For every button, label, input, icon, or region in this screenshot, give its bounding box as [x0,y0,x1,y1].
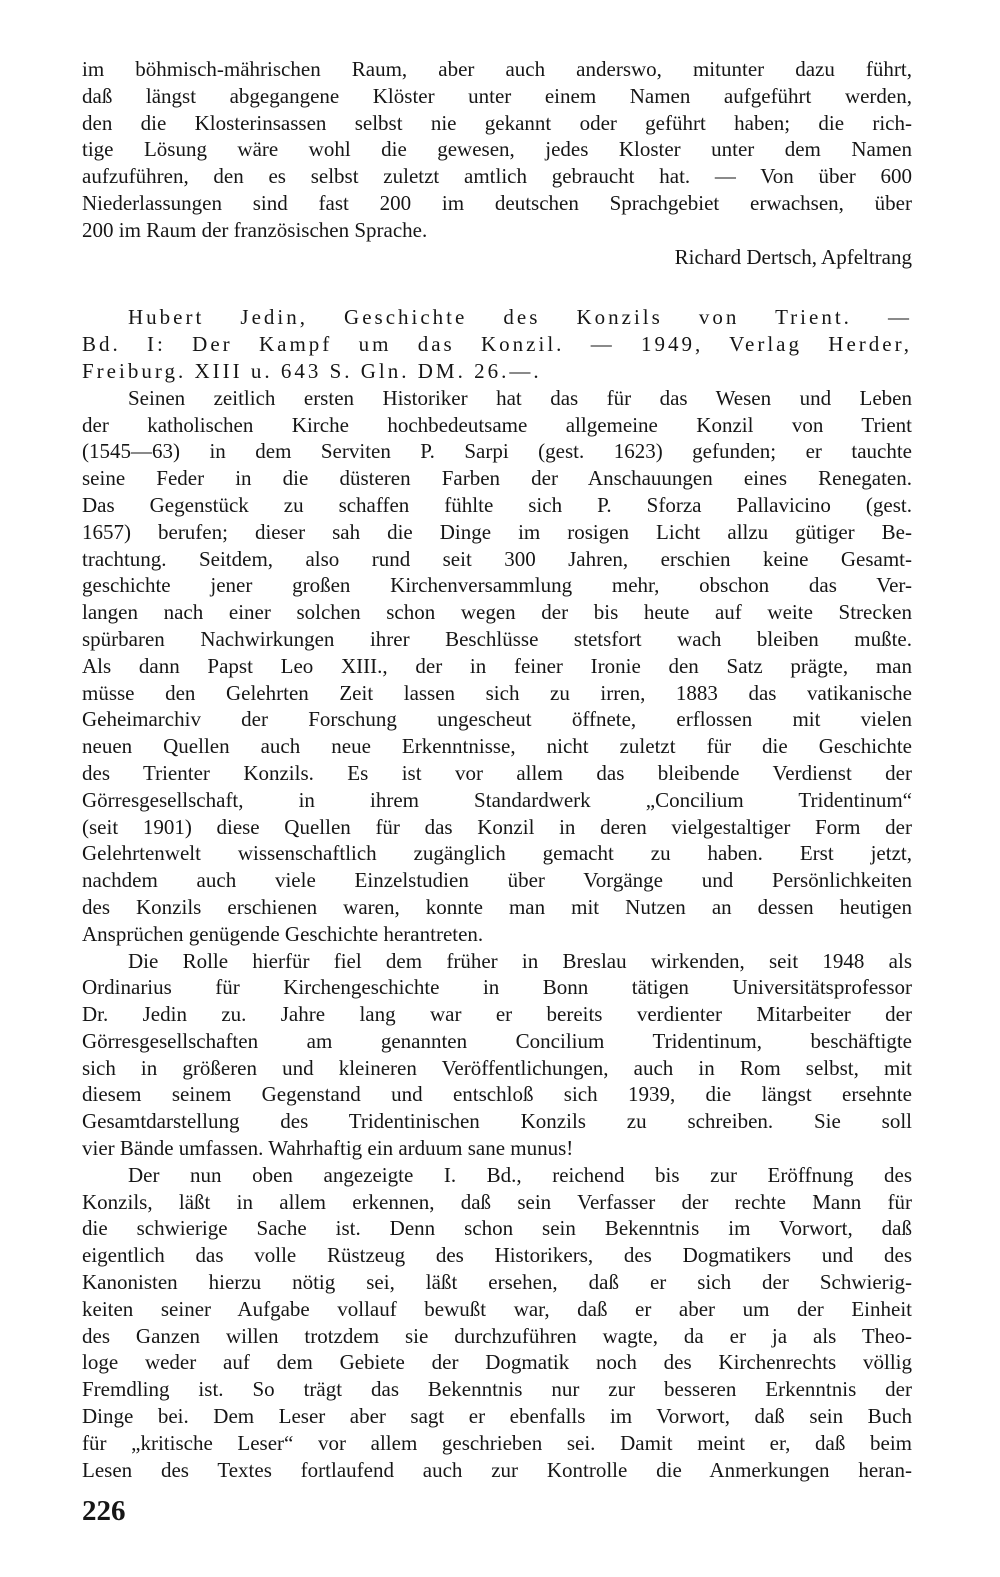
text-line: langen nach einer solchen schon wegen der bis heute auf weite Strecken [82,600,912,625]
text-line: die schwierige Sache ist. Denn schon sein Bekenntnis im Vorwort, daß [82,1216,912,1241]
text-line: des Ganzen willen trotzdem sie durchzuführen wagte, da er ja als Theo- [82,1323,912,1348]
text-line: (1545—63) in dem Serviten P. Sarpi (gest. 1623) gefunden; er tauchte [82,439,912,464]
text-line: Als dann Papst Leo XIII., der in feiner Ironie den Satz prägte, man [82,653,912,678]
text-line: Fremdling ist. So trägt das Bekenntnis nur zur besseren Erkenntnis der [82,1377,912,1402]
text-line: Die Rolle hierfür fiel dem früher in Breslau wirkenden, seit 1948 als [128,948,912,973]
heading-line: Freiburg. XIII u. 643 S. Gln. DM. 26.—. [82,358,542,383]
text-line: loge weder auf dem Gebiete der Dogmatik noch des Kirchenrechts völlig [82,1350,912,1375]
text-line: Dr. Jedin zu. Jahre lang war er bereits verdienter Mitarbeiter der [82,1002,912,1027]
text-line: für „kritische Leser“ vor allem geschrieben sei. Damit meint er, daß beim [82,1430,912,1455]
paragraph-4 [82,1162,912,1484]
heading-line: Hubert Jedin, Geschichte des Konzils von Trient. — [128,305,912,330]
page-number: 226 [82,1495,126,1527]
heading-line: Bd. I: Der Kampf um das Konzil. — 1949, Verlag Herder, [82,332,912,357]
text-line: des Konzils erschienen waren, konnte man mit Nutzen an dessen heutigen [82,894,912,919]
text-line: der katholischen Kirche hochbedeutsame allgemeine Konzil von Trient [82,412,912,437]
text-line: Lesen des Textes fortlaufend auch zur Kontrolle die Anmerkungen heran- [82,1457,912,1482]
text-line: (seit 1901) diese Quellen für das Konzil in deren vielgestaltiger Form der [82,814,912,839]
text-line: Seinen zeitlich ersten Historiker hat das für das Wesen und Leben [128,385,912,410]
text-line: Gelehrtenwelt wissenschaftlich zugänglich gemacht zu haben. Erst jetzt, [82,841,912,866]
text-line: Konzils, läßt in allem erkennen, daß sein Verfasser der rechte Mann für [82,1189,912,1214]
paragraph-3 [82,948,912,1162]
text-line: Das Gegenstück zu schaffen fühlte sich P. Sforza Pallavicino (gest. [82,492,912,517]
text-line: den die Klosterinsassen selbst nie gekannt oder geführt haben; die rich- [82,110,912,135]
text-line: aufzuführen, den es selbst zuletzt amtlich gebraucht hat. — Von über 600 [82,164,912,189]
text-line: im böhmisch-mährischen Raum, aber auch anderswo, mitunter dazu führt, [82,57,912,81]
text-line: Görresgesellschaft, in ihrem Standardwerk „Concilium Tridentinum“ [82,787,912,812]
review-heading [82,304,912,384]
text-line: Ordinarius für Kirchengeschichte in Bonn tätigen Universitätsprofessor [82,975,912,1000]
text-line: eigentlich das volle Rüstzeug des Historikers, des Dogmatikers und des [82,1243,912,1268]
text-line: Kanonisten hierzu nötig sei, läßt ersehen, daß er sich der Schwierig- [82,1270,912,1295]
text-line: keiten seiner Aufgabe vollauf bewußt war, daß er aber um der Einheit [82,1296,912,1321]
paragraph-1 [82,56,912,244]
text-line: sich in größeren und kleineren Veröffentlichungen, auch in Rom selbst, mit [82,1055,912,1080]
text-line: Geheimarchiv der Forschung ungescheut öffnete, erflossen mit vielen [82,707,912,732]
text-line: Gesamtdarstellung des Tridentinischen Konzils zu schreiben. Sie soll [82,1109,912,1134]
text-line: Der nun oben angezeigte I. Bd., reichend bis zur Eröffnung des [128,1162,912,1187]
text-line: geschichte jener großen Kirchenversammlung mehr, obschon das Ver- [82,573,912,598]
reviewer-signature: Richard Dertsch, Apfeltrang [674,244,912,269]
text-line: tige Lösung wäre wohl die gewesen, jedes Kloster unter dem Namen [82,137,912,162]
text-line: Dinge bei. Dem Leser aber sagt er ebenfalls im Vorwort, daß sein Buch [82,1404,912,1429]
text-line: Ansprüchen genügende Geschichte herantreten. [82,921,484,946]
text-line: spürbaren Nachwirkungen ihrer Beschlüsse stetsfort wach bleiben mußte. [82,626,912,651]
page-body [82,56,912,1483]
text-line: Görresgesellschaften am genannten Concilium Tridentinum, beschäftigte [82,1028,912,1053]
text-line: daß längst abgegangene Klöster unter einem Namen aufgeführt werden, [82,83,912,108]
text-line: 1657) berufen; dieser sah die Dinge im rosigen Licht allzu gütiger Be- [82,519,912,544]
text-line: seine Feder in die düsteren Farben der Anschauungen eines Renegaten. [82,466,912,491]
paragraph-2 [82,385,912,948]
text-line: trachtung. Seitdem, also rund seit 300 Jahren, erschien keine Gesamt- [82,546,912,571]
text-line: neuen Quellen auch neue Erkenntnisse, nicht zuletzt für die Geschichte [82,734,912,759]
text-line: müsse den Gelehrten Zeit lassen sich zu irren, 1883 das vatikanische [82,680,912,705]
text-line: Niederlassungen sind fast 200 im deutschen Sprachgebiet erwachsen, über [82,190,912,215]
text-line: 200 im Raum der französischen Sprache. [82,217,428,242]
text-line: des Trienter Konzils. Es ist vor allem das bleibende Verdienst der [82,760,912,785]
text-line: diesem seinem Gegenstand und entschloß sich 1939, die längst ersehnte [82,1082,912,1107]
text-line: vier Bände umfassen. Wahrhaftig ein arduum sane munus! [82,1136,574,1161]
text-line: nachdem auch viele Einzelstudien über Vorgänge und Persönlichkeiten [82,868,912,893]
